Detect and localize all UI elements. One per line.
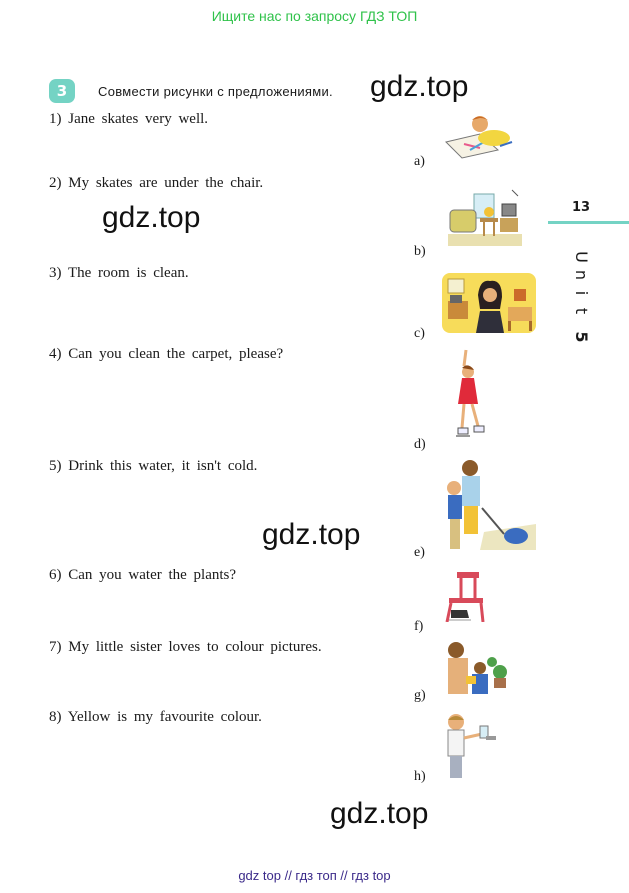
sentence-5: 5) Drink this water, it isn't cold. — [49, 458, 258, 474]
sentence-3: 3) The room is clean. — [49, 265, 189, 281]
sentence-7: 7) My little sister loves to colour pictures. — [49, 639, 322, 655]
sentence-1: 1) Jane skates very well. — [49, 111, 209, 127]
picture-letter-c: c) — [414, 326, 425, 341]
boy-drinking-water-picture — [444, 712, 500, 780]
watermark: gdz.top — [370, 70, 469, 103]
girl-skating-picture — [448, 348, 488, 440]
picture-letter-d: d) — [414, 437, 426, 452]
unit-letter-4: t — [572, 307, 591, 315]
footer-links[interactable]: gdz top // гдз топ // гдз top — [238, 868, 391, 883]
sentence-2: 2) My skates are under the chair. — [49, 175, 264, 191]
unit-letter-5: 5 — [572, 331, 591, 343]
picture-letter-a: a) — [414, 154, 425, 169]
watermark: gdz.top — [330, 797, 429, 830]
search-hint-link[interactable]: Ищите нас по запросу ГДЗ ТОП — [211, 8, 418, 24]
picture-letter-e: e) — [414, 545, 425, 560]
picture-letter-h: h) — [414, 769, 426, 784]
vacuum-cleaning-picture — [440, 458, 538, 554]
picture-letter-f: f) — [414, 619, 424, 634]
sentence-8: 8) Yellow is my favourite colour. — [49, 709, 262, 725]
page-number: 13 — [572, 200, 591, 215]
unit-label — [568, 248, 594, 346]
exercise-instruction: Совмести рисунки с предложениями. — [98, 84, 333, 99]
unit-letter-2: n — [572, 269, 591, 281]
watering-plants-picture — [442, 640, 510, 696]
sentence-6: 6) Can you water the plants? — [49, 567, 237, 583]
sentence-4: 4) Can you clean the carpet, please? — [49, 346, 284, 362]
page-tab-rule — [548, 221, 629, 224]
girl-colouring-picture — [440, 112, 516, 162]
clean-room-picture — [444, 188, 526, 252]
unit-letter-3: i — [572, 290, 591, 296]
picture-letter-g: g) — [414, 688, 426, 703]
picture-letter-b: b) — [414, 244, 426, 259]
exercise-number-badge: 3 — [49, 79, 75, 103]
watermark: gdz.top — [262, 518, 361, 551]
skates-under-chair-picture — [441, 570, 487, 622]
unit-letter-1: U — [572, 251, 591, 263]
watermark: gdz.top — [102, 201, 201, 234]
woman-yellow-room-picture — [442, 273, 536, 333]
